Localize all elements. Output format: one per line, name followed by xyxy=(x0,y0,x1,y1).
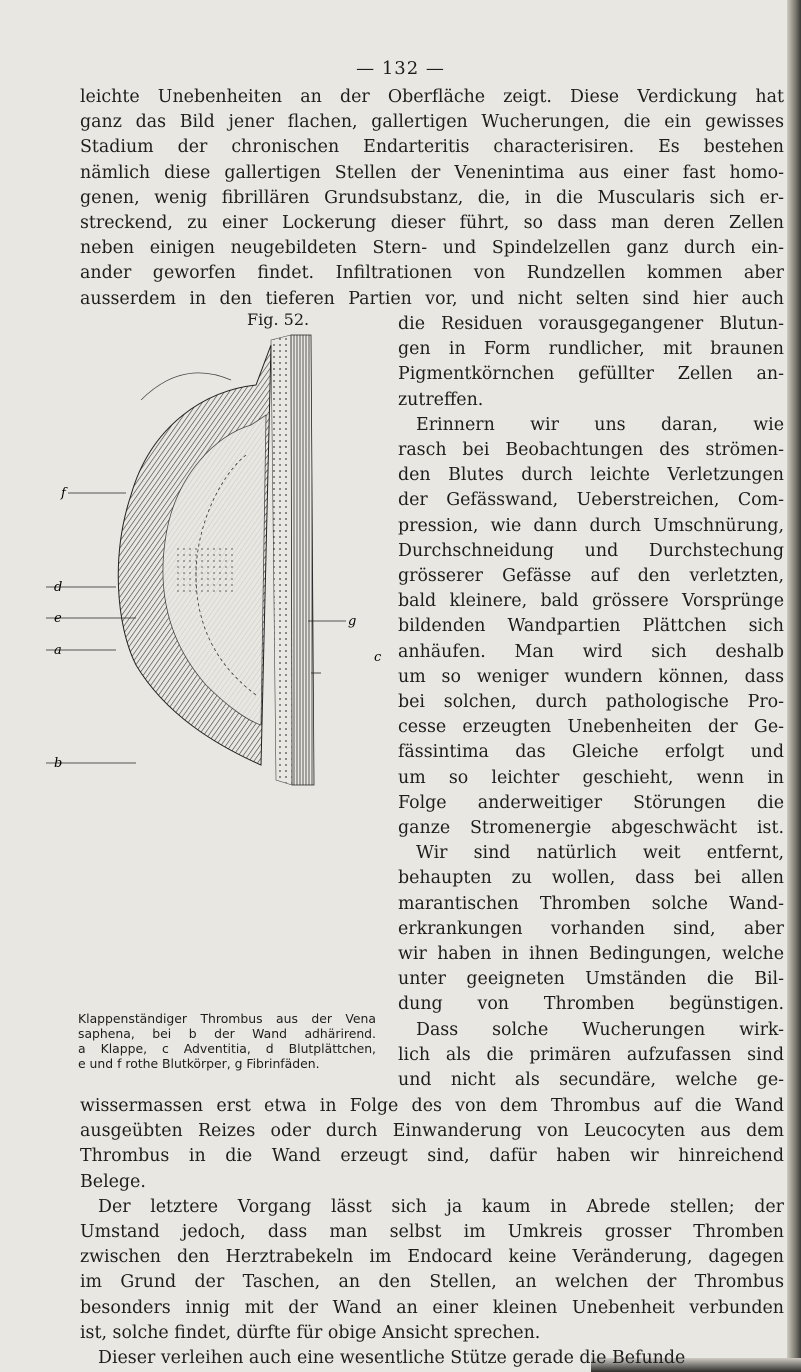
figure-letter-e: e xyxy=(54,611,62,626)
text-line: Wir sind natürlich weit entfernt, xyxy=(416,843,784,864)
figure-label: Fig. 52. xyxy=(247,310,310,329)
text-line: im Grund der Taschen, an den Stellen, an welchen der Thrombus xyxy=(80,1272,784,1293)
text-line: ausserdem in den tieferen Partien vor, und nicht selten sind hier auch xyxy=(80,288,784,309)
text-line: wir haben in ihnen Bedingungen, welche xyxy=(398,944,784,964)
caption-line: Klappenständiger Thrombus aus der Vena xyxy=(78,1011,376,1026)
text-line: dung von Thromben begünstigen. xyxy=(398,994,784,1015)
text-line: lich als die primären aufzufassen sind xyxy=(398,1044,784,1065)
text-line: und nicht als secundäre, welche ge- xyxy=(398,1070,784,1090)
figure-letter-a: a xyxy=(54,643,62,658)
text-line: bald kleinere, bald grössere Vorsprünge xyxy=(398,591,784,612)
caption-line: e und f rothe Blutkörper, g Fibrinfäden. xyxy=(78,1056,320,1071)
page-number: — 132 — xyxy=(356,58,445,79)
text-line: bei solchen, durch pathologische Pro- xyxy=(398,692,784,712)
text-line: Thrombus in die Wand erzeugt sind, dafür haben wir hinreichend xyxy=(80,1146,784,1167)
text-line: ander geworfen findet. Infiltrationen von Rundzellen kommen aber xyxy=(80,263,784,284)
text-line: cesse erzeugten Unebenheiten der Ge- xyxy=(398,717,784,738)
text-line: Der letztere Vorgang lässt sich ja kaum in Abrede stellen; der xyxy=(98,1196,784,1217)
text-line: Erinnern wir uns daran, wie xyxy=(416,414,784,435)
figure-letter-d: d xyxy=(54,580,63,595)
text-line: die Residuen vorausgegangener Blutun- xyxy=(398,314,784,334)
text-line: marantischen Thromben solche Wand- xyxy=(398,893,784,914)
text-line: Pigmentkörnchen gefüllter Zellen an- xyxy=(398,364,784,385)
figure-letter-g: g xyxy=(348,614,357,629)
text-line: fässintima das Gleiche erfolgt und xyxy=(398,742,784,763)
page-edge-shadow xyxy=(787,0,801,1372)
text-line: besonders innig mit der Wand an einer kleinen Unebenheit verbunden xyxy=(80,1297,784,1318)
text-line: zwischen den Herztrabekeln im Endocard keine Veränderung, dagegen xyxy=(80,1247,784,1268)
caption-line: a Klappe, c Adventitia, d Blutplättchen, xyxy=(78,1041,376,1056)
vessel-wall xyxy=(271,335,314,785)
text-line: der Gefässwand, Ueberstreichen, Com- xyxy=(398,490,784,511)
text-line: streckend, zu einer Lockerung dieser führt, so dass man deren Zellen xyxy=(80,213,784,233)
text-line: leichte Unebenheiten an der Oberfläche zeigt. Diese Verdickung hat xyxy=(80,87,784,107)
text-line: Belege. xyxy=(80,1171,146,1192)
text-line: ist, solche findet, dürfte für obige Ansicht sprechen. xyxy=(80,1322,541,1343)
text-line: Stadium der chronischen Endarteritis characterisiren. Es bestehen xyxy=(80,137,784,158)
text-line: unter geeigneten Umständen die Bil- xyxy=(398,969,784,990)
figure-letter-c: c xyxy=(374,650,382,665)
text-line: genen, wenig fibrillären Grundsubstanz, die, in die Muscularis sich er- xyxy=(80,187,784,208)
text-line: Folge anderweitiger Störungen die xyxy=(398,792,784,813)
text-line: Umstand jedoch, dass man selbst im Umkreis grosser Thromben xyxy=(80,1222,784,1242)
text-line: anhäufen. Man wird sich deshalb xyxy=(398,641,784,662)
text-line: neben einigen neugebildeten Stern- und Spindelzellen ganz durch ein- xyxy=(80,238,784,259)
figure-52-illustration xyxy=(56,325,396,845)
text-line: wissermassen erst etwa in Folge des von dem Thrombus auf die Wand xyxy=(80,1096,784,1116)
text-line: den Blutes durch leichte Verletzungen xyxy=(398,465,784,486)
text-line: Dieser verleihen auch eine wesentliche Stütze gerade die Befunde xyxy=(98,1348,686,1368)
text-line: bildenden Wandpartien Plättchen sich xyxy=(398,616,784,637)
text-line: grösserer Gefässe auf den verletzten, xyxy=(398,566,784,586)
text-line: nämlich diese gallertigen Stellen der Venenintima aus einer fast homo- xyxy=(80,162,784,183)
figure-letter-b: b xyxy=(54,756,63,771)
text-line: Dass solche Wucherungen wirk- xyxy=(416,1019,784,1040)
text-line: rasch bei Beobachtungen des strömen- xyxy=(398,440,784,460)
text-line: erkrankungen vorhanden sind, aber xyxy=(398,918,784,939)
text-line: behaupten zu wollen, dass bei allen xyxy=(398,868,784,889)
text-line: um so leichter geschieht, wenn in xyxy=(398,767,784,788)
text-line: zutreffen. xyxy=(398,389,484,410)
text-line: Durchschneidung und Durchstechung xyxy=(398,540,784,561)
text-line: pression, wie dann durch Umschnürung, xyxy=(398,515,784,536)
text-line: ganz das Bild jener flachen, gallertigen Wucherungen, die ein gewisses xyxy=(80,112,784,133)
text-line: ausgeübten Reizes oder durch Einwanderung von Leucocyten aus dem xyxy=(80,1121,784,1142)
thrombus-body xyxy=(118,345,271,765)
figure-letter-f: f xyxy=(61,486,66,501)
text-line: um so weniger wundern können, dass xyxy=(398,666,784,687)
caption-line: saphena, bei b der Wand adhärirend. xyxy=(78,1026,376,1041)
text-line: ganze Stromenergie abgeschwächt ist. xyxy=(398,818,784,838)
text-line: gen in Form rundlicher, mit braunen xyxy=(398,339,784,360)
